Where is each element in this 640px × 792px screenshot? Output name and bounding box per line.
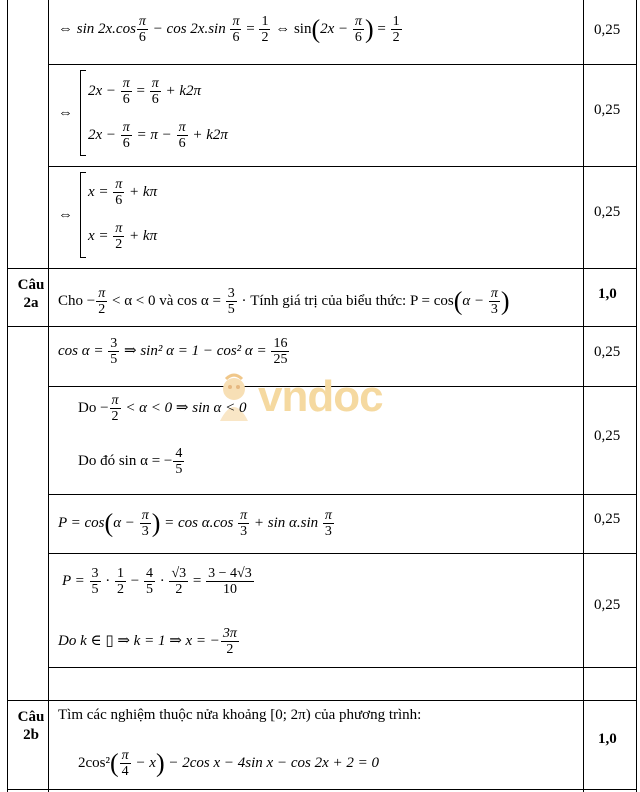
system-bracket bbox=[80, 70, 86, 156]
equivalence-arrow: ⇔ bbox=[58, 105, 73, 121]
row-divider bbox=[48, 166, 636, 167]
case-line-1: x = $\frac{\pi}{6}$ + kπ bbox=[88, 177, 158, 208]
question-label-2a: Câu 2a bbox=[17, 277, 45, 311]
table-border-right bbox=[636, 0, 637, 792]
table-col-divider bbox=[583, 0, 584, 792]
solution-step-2b: Do đó sin α = − $\frac{4}{5}$ bbox=[78, 446, 183, 477]
question-2a-text: Cho − $\frac{\pi}{2}$ < α < 0 và cos α = $\frac{3}{5}$ · Tính giá trị của biểu thức: P = cos(α − $\frac{\pi}{3}$ ) bbox=[58, 286, 510, 317]
case-line-1: 2x − $\frac{\pi}{6}$ = $\frac{\pi}{6}$ + k2π bbox=[88, 76, 202, 107]
equivalence-arrow: ⇔ bbox=[58, 207, 73, 223]
score: 0,25 bbox=[594, 511, 621, 527]
equation-row-1: ⇔ sin 2x.cos $\frac{\pi}{6}$ − cos 2x.sin $\frac{\pi}{6}$ = $\frac{1}{2}$ ⇔ sin(2x − $\frac{\pi}{6}$ ) = $\frac{1}{2}$ bbox=[58, 14, 400, 45]
score: 0,25 bbox=[594, 428, 621, 444]
score: 0,25 bbox=[594, 22, 621, 38]
question-label-2b: Câu 2b bbox=[17, 709, 45, 743]
table-border-left bbox=[7, 0, 8, 792]
row-divider bbox=[48, 64, 636, 65]
solution-step-4: P = $\frac{3}{5}$ · $\frac{1}{2}$ − $\frac{4}{5}$ · $\frac{√3}{2}$ = $\frac{3 - 4√3}{10}$ bbox=[62, 566, 252, 597]
solution-step-2a: Do − $\frac{\pi}{2}$ < α < 0 ⇒ sin α < 0 bbox=[78, 393, 247, 424]
row-divider bbox=[7, 326, 636, 327]
table-border-bottom bbox=[7, 789, 636, 790]
system-bracket bbox=[80, 172, 86, 258]
row-divider bbox=[48, 553, 636, 554]
score: 0,25 bbox=[594, 597, 621, 613]
score: 0,25 bbox=[594, 102, 621, 118]
row-divider bbox=[48, 494, 636, 495]
question-2b-equation: 2cos²( $\frac{\pi}{4}$ − x) − 2cos x − 4sin x − cos 2x + 2 = 0 bbox=[78, 748, 379, 779]
score: 0,25 bbox=[594, 344, 621, 360]
row-divider bbox=[7, 268, 636, 269]
score: 0,25 bbox=[594, 204, 621, 220]
row-divider bbox=[7, 700, 636, 701]
case-line-2: 2x − $\frac{\pi}{6}$ = π − $\frac{\pi}{6}$ + k2π bbox=[88, 120, 228, 151]
solution-step-3: P = cos(α − $\frac{\pi}{3}$ ) = cos α.cos $\frac{\pi}{3}$ + sin α.sin $\frac{\pi}{3}$ bbox=[58, 508, 332, 539]
solution-step-4b: Do k ∈ ▯ ⇒ k = 1 ⇒ x = − $\frac{3\pi}{2}$ bbox=[58, 626, 237, 657]
question-2b-text: Tìm các nghiệm thuộc nửa khoảng [0; 2π) của phương trình: bbox=[58, 707, 422, 723]
row-divider bbox=[48, 667, 636, 668]
watermark-text: vndoc bbox=[258, 372, 383, 421]
solution-step-1: cos α = $\frac{3}{5}$ ⇒ sin² α = 1 − cos² α = $\frac{16}{25}$ bbox=[58, 336, 288, 367]
question-score: 1,0 bbox=[598, 286, 617, 302]
question-score: 1,0 bbox=[598, 731, 617, 747]
case-line-2: x = $\frac{\pi}{2}$ + kπ bbox=[88, 221, 158, 252]
table-col-divider bbox=[48, 0, 49, 792]
